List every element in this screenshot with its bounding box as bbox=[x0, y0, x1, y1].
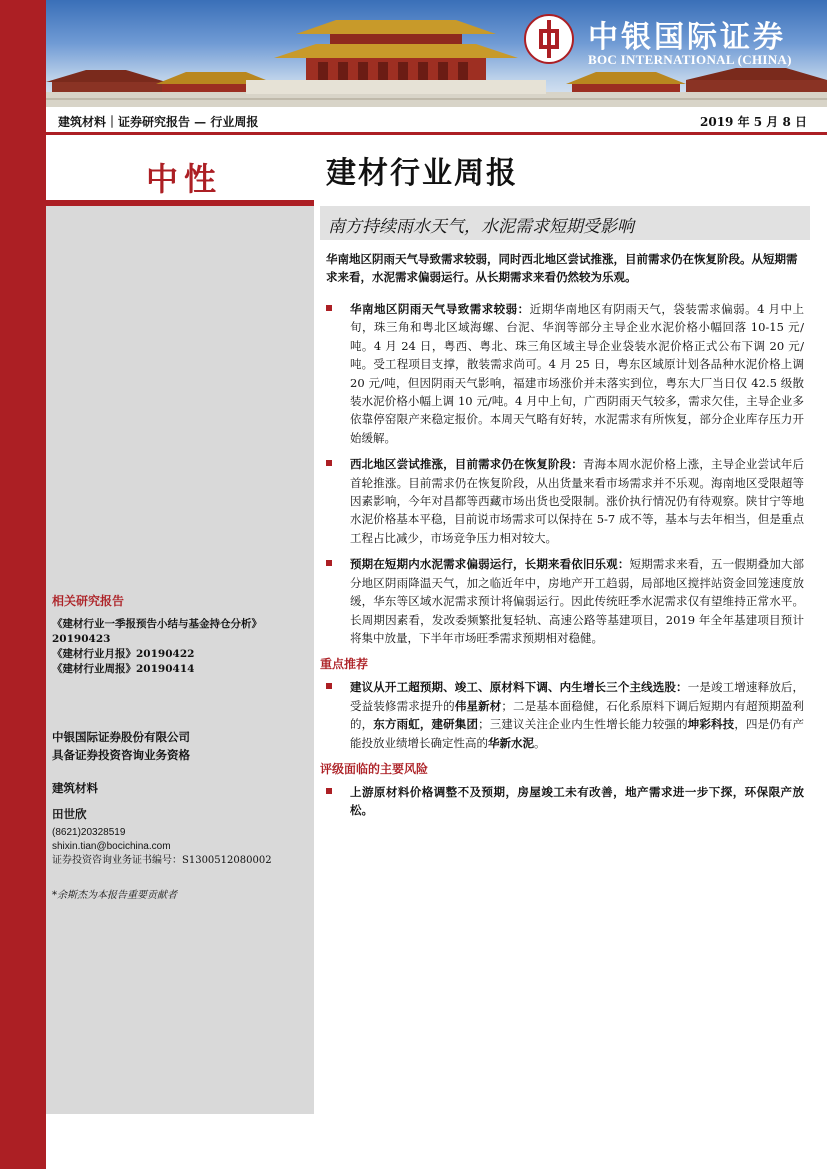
breadcrumb: 建筑材料｜证券研究报告 — 行业周报 bbox=[58, 115, 259, 129]
recommend-heading: 建议从开工超预期、竣工、原材料下调、内生增长三个主线选股： bbox=[350, 680, 688, 695]
bullet-text: 短期需求来看，五一假期叠加大部分地区阴雨降温天气，加之临近年中，房地产开工趋弱，局部地区搅拌站资金回笼速度放缓，华东等区域水泥需求预计将偏弱运行。因此传统旺季水泥需求仅有望维持正常水平。长周期因素看，发改委频繁批复轻轨、高速公路等基建项目，2019 年全年基建项目预计将集中放量，下半年市场旺季需求预期相对稳健。 bbox=[350, 557, 805, 645]
stock-pick: 伟星新材 bbox=[454, 698, 502, 713]
logo-chinese-name: 中银国际证券 bbox=[588, 20, 786, 55]
related-report-item[interactable]: 《建材行业月报》20190422 bbox=[52, 648, 195, 660]
analyst-name: 田世欣 bbox=[52, 807, 87, 821]
company-info bbox=[52, 728, 190, 764]
company-qualification: 具备证券投资咨询业务资格 bbox=[52, 748, 190, 762]
bullet-square-icon bbox=[326, 560, 332, 566]
related-report-item[interactable]: 《建材行业一季报预告小结与基金持仓分析》20190423 bbox=[52, 618, 262, 645]
bullet-item bbox=[326, 555, 804, 647]
related-report-item[interactable]: 《建材行业周报》20190414 bbox=[52, 663, 195, 675]
bullet-item bbox=[326, 455, 804, 547]
bullet-heading: 西北地区尝试推涨，目前需求仍在恢复阶段： bbox=[350, 457, 583, 472]
logo-english-name: BOC INTERNATIONAL (CHINA) bbox=[588, 52, 792, 67]
report-subtitle: 南方持续雨水天气，水泥需求短期受影响 bbox=[328, 217, 634, 237]
bullet-heading: 预期在短期内水泥需求偏弱运行，长期来看依旧乐观： bbox=[350, 557, 630, 572]
recommend-text: 。 bbox=[534, 735, 546, 750]
bullet-text: 近期华南地区有阴雨天气，袋装需求偏弱。4 月中上旬，珠三角和粤北区域海螺、台泥、华润等部分主导企业水泥价格小幅回落 10-15 元/吨。4 月 24 日，粤西、粤北、珠三角区域主导企业袋装水泥价格正式公布下调 20 元/吨。受工程项目支撑，散装需求尚可。4 月 25 日，粤东区域原计划各品种水泥价格上调 20 元/吨，但因阴雨天气影响，福建市场涨价并未落实到位，粤东大厂当日仅 42.5 级散装水泥价格小幅上调 10 元/吨。4 月中上旬，广西阴雨天气较多，需求欠佳，主导企业多依靠停窑限产来稳定报价。本周天气略有好转，水泥需求有所恢复，部分企业库存压力开始缓解。 bbox=[350, 302, 804, 445]
bullet-square-icon bbox=[326, 460, 332, 466]
sidebar bbox=[46, 140, 314, 1114]
bullet-square-icon bbox=[326, 788, 332, 794]
bullet-list bbox=[320, 300, 805, 828]
left-accent-bar bbox=[0, 0, 46, 1169]
report-date: 2019 年 5 月 8 日 bbox=[700, 115, 807, 129]
boc-emblem-icon bbox=[524, 14, 574, 64]
bullet-square-icon bbox=[326, 305, 332, 311]
lead-summary: 华南地区阴雨天气导致需求较弱，同时西北地区尝试推涨，目前需求仍在恢复阶段。从短期需求来看，水泥需求偏弱运行。从长期需求来看仍然较为乐观。 bbox=[326, 252, 798, 284]
analyst-phone: (8621)20328519 bbox=[52, 827, 126, 838]
report-title: 建材行业周报 bbox=[326, 156, 518, 191]
rating-label: 中性 bbox=[146, 160, 223, 198]
risk-item bbox=[326, 783, 804, 820]
risk-text: 上游原材料价格调整不及预期，房屋竣工未有改善，地产需求进一步下探，环保限产放松。 bbox=[350, 784, 804, 818]
bullet-item bbox=[326, 300, 804, 447]
bullet-square-icon bbox=[326, 683, 332, 689]
recommend-item bbox=[326, 678, 804, 752]
header-banner bbox=[46, 0, 827, 107]
company-name: 中银国际证券股份有限公司 bbox=[52, 730, 190, 744]
bullet-text: 青海本周水泥价格上涨，主导企业尝试年后首轮推涨。目前需求仍在恢复阶段，从出货量来看市场需求并不乐观。海南地区受限超等因素影响，今年对昌都等西藏市场出货也受限制。涨价执行情况仍有待观察。陕甘宁等地水泥价格基本平稳，目前说市场需求可以保持在 5-7 成不等，基本与去年相当，但是重点工程占比减少，市场竞争压力相对较大。 bbox=[350, 457, 805, 545]
recommend-text: ，四是仍有产能投放业绩增长确定性高的 bbox=[350, 717, 805, 750]
stock-pick: 坤彩科技 bbox=[687, 717, 735, 732]
recommend-text: 一是竣工增速释放后，受益装修需求提升的 bbox=[350, 680, 805, 713]
related-reports-title: 相关研究报告 bbox=[52, 594, 125, 608]
recommend-text: ；三建议关注企业内生性增长能力较强的 bbox=[478, 717, 688, 732]
analyst-info bbox=[52, 780, 310, 868]
report-subheader bbox=[46, 107, 827, 135]
subtitle-band bbox=[320, 206, 810, 240]
stock-pick: 东方雨虹，建研集团 bbox=[373, 717, 479, 732]
boc-logo bbox=[524, 12, 824, 82]
analyst-sector: 建筑材料 bbox=[52, 781, 98, 795]
bullet-heading: 华南地区阴雨天气导致需求较弱： bbox=[350, 302, 530, 316]
rating-box bbox=[46, 140, 314, 206]
analyst-certificate: 证券投资咨询业务证书编号：S1300512080002 bbox=[52, 855, 272, 866]
recommend-section-title: 重点推荐 bbox=[320, 657, 369, 672]
risk-section-title: 评级面临的主要风险 bbox=[320, 761, 429, 776]
stock-pick: 华新水泥 bbox=[488, 735, 534, 750]
recommend-text: ；二是基本面稳健，石化系原料下调后短期内有超预期盈利的， bbox=[350, 698, 805, 732]
contributor-note: *余斯杰为本报告重要贡献者 bbox=[52, 890, 177, 901]
related-reports bbox=[52, 592, 310, 677]
analyst-email[interactable]: shixin.tian@bocichina.com bbox=[52, 841, 171, 852]
